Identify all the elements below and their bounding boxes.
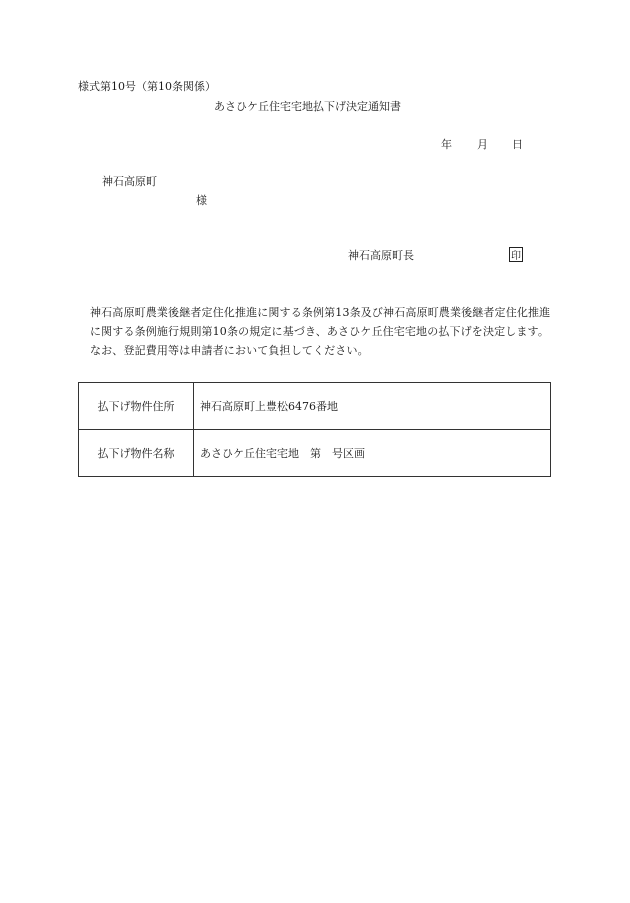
notice-paragraph-1: 神石高原町農業後継者定住化推進に関する条例第13条及び神石高原町農業後継者定住化推進に関する条例施行規則第10条の規定に基づき、あさひケ丘住宅宅地の払下げを決定します。 xyxy=(90,306,551,338)
property-name-label: 払下げ物件名称 xyxy=(79,430,194,477)
property-table xyxy=(78,382,551,477)
issuer-name: 神石高原町長 xyxy=(348,249,414,262)
recipient-town: 神石高原町 xyxy=(102,175,157,188)
table-row xyxy=(79,430,551,477)
table-row xyxy=(79,383,551,430)
notice-body xyxy=(78,303,558,360)
property-name-value: あさひケ丘住宅宅地 第 号区画 xyxy=(194,430,551,477)
form-number: 様式第10号（第10条関係） xyxy=(78,80,216,93)
seal-mark: 印 xyxy=(511,251,521,262)
date-day: 日 xyxy=(512,138,523,151)
document-title: あさひケ丘住宅宅地払下げ決定通知書 xyxy=(214,100,401,113)
property-address-value: 神石高原町上豊松6476番地 xyxy=(194,383,551,430)
notice-paragraph-2: なお、登記費用等は申請者において負担してください。 xyxy=(90,344,369,357)
date-year: 年 xyxy=(441,138,452,151)
property-address-label: 払下げ物件住所 xyxy=(79,383,194,430)
seal-box xyxy=(509,247,523,262)
date-month: 月 xyxy=(477,138,488,151)
recipient-honorific: 様 xyxy=(196,194,207,207)
